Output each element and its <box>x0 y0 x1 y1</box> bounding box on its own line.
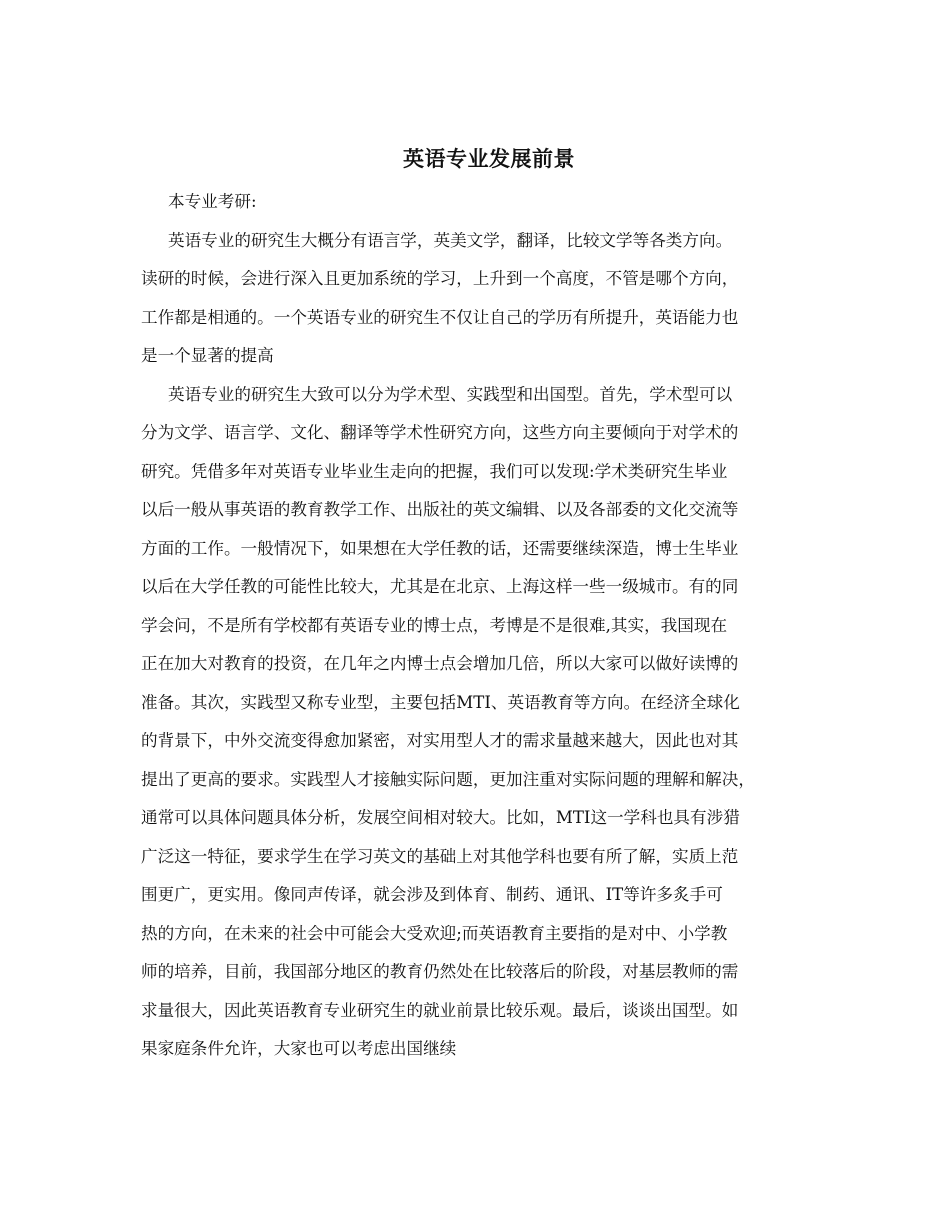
paragraph-line: 以后在大学任教的可能性比较大，尤其是在北京、上海这样一些一级城市。有的同 <box>141 577 739 596</box>
paragraph-line: 的背景下，中外交流变得愈加紧密，对实用型人才的需求量越来越大，因此也对其 <box>141 731 739 750</box>
paragraph-line: 以后一般从事英语的教育教学工作、出版社的英文编辑、以及各部委的文化交流等 <box>141 500 739 519</box>
paragraph-line: 研究。凭借多年对英语专业毕业生走向的把握，我们可以发现:学术类研究生毕业 <box>141 461 728 481</box>
document-title: 英语专业发展前景 <box>403 146 575 171</box>
paragraph-line: 分为文学、语言学、文化、翻译等学术性研究方向，这些方向主要倾向于对学术的 <box>141 423 739 442</box>
paragraph-line: 热的方向，在未来的社会中可能会大受欢迎;而英语教育主要指的是对中、小学教 <box>141 923 728 943</box>
paragraph-line: 师的培养，目前，我国部分地区的教育仍然处在比较落后的阶段，对基层教师的需 <box>141 962 739 981</box>
paragraph-line: 围更广，更实用。像同声传译，就会涉及到体育、制药、通讯、IT等许多炙手可 <box>141 885 723 904</box>
paragraph-line: 广泛这一特征，要求学生在学习英文的基础上对其他学科也要有所了解，实质上范 <box>141 846 739 866</box>
paragraph-line: 读研的时候，会进行深入且更加系统的学习，上升到一个高度，不管是哪个方向， <box>141 269 739 288</box>
paragraph-line: 求量很大，因此英语教育专业研究生的就业前景比较乐观。最后，谈谈出国型。如 <box>141 1000 739 1020</box>
paragraph-line: 果家庭条件允许，大家也可以考虑出国继续 <box>141 1039 457 1058</box>
section-heading: 本专业考研: <box>168 192 257 211</box>
document-body <box>141 187 831 1073</box>
paragraph-line: 通常可以具体问题具体分析，发展空间相对较大。比如，MTI这一学科也具有涉猎 <box>141 808 740 827</box>
paragraph-line: 是一个显著的提高 <box>141 346 274 365</box>
paragraph-line: 英语专业的研究生大致可以分为学术型、实践型和出国型。首先，学术型可以 <box>168 384 733 404</box>
paragraph-line: 准备。其次，实践型又称专业型，主要包括MTI、英语教育等方向。在经济全球化 <box>141 692 740 712</box>
paragraph-line: 学会问，不是所有学校都有英语专业的博士点，考博是不是很难,其实，我国现在 <box>141 615 728 635</box>
paragraph-line: 工作都是相通的。一个英语专业的研究生不仅让自己的学历有所提升，英语能力也 <box>141 307 739 327</box>
paragraph-line: 正在加大对教育的投资，在几年之内博士点会增加几倍，所以大家可以做好读博的 <box>141 654 739 673</box>
paragraph-line: 提出了更高的要求。实践型人才接触实际问题，更加注重对实际问题的理解和解决， <box>141 769 755 789</box>
paragraph-line: 方面的工作。一般情况下，如果想在大学任教的话，还需要继续深造，博士生毕业 <box>141 538 739 558</box>
paragraph-line: 英语专业的研究生大概分有语言学，英美文学，翻译，比较文学等各类方向。 <box>168 230 733 250</box>
